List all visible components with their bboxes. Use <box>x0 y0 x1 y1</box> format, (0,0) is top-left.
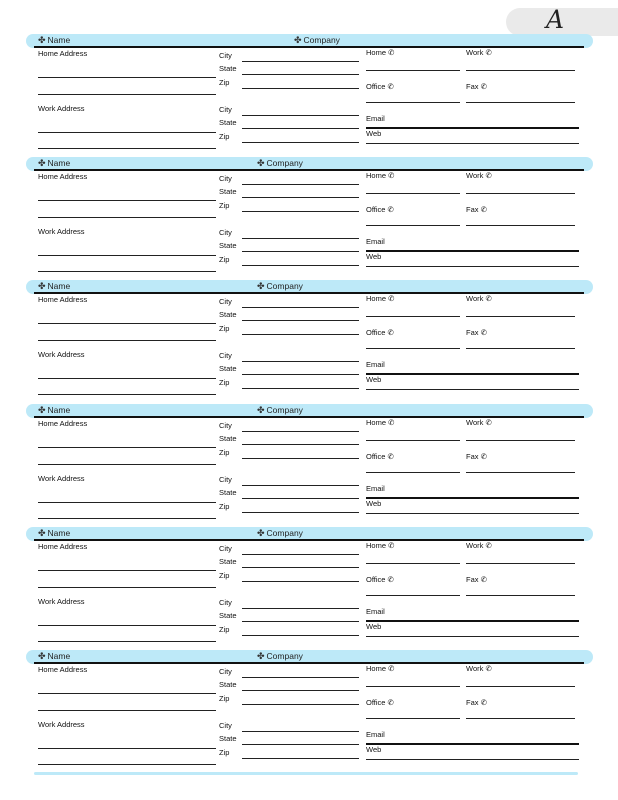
expand-name-icon: ✤ <box>38 158 46 168</box>
home-address-label: Home Address <box>38 295 88 304</box>
home-address-line[interactable] <box>38 323 216 324</box>
home-zip-label: Zip <box>219 571 230 580</box>
home-phone-field[interactable] <box>366 316 460 317</box>
fax-field[interactable] <box>466 225 575 226</box>
email-field[interactable] <box>366 250 579 252</box>
work-phone-field[interactable] <box>466 193 575 194</box>
name-label-text: Name <box>47 35 71 45</box>
work-city-field[interactable] <box>242 731 359 732</box>
home-address-label: Home Address <box>38 665 88 674</box>
work-state-label: State <box>219 488 237 497</box>
home-city-field[interactable] <box>242 554 359 555</box>
home-state-label: State <box>219 310 237 319</box>
work-zip-field[interactable] <box>242 512 359 513</box>
home-zip-label: Zip <box>219 78 230 87</box>
work-phone-label: Work ✆ <box>466 418 492 427</box>
home-city-label: City <box>219 174 232 183</box>
web-field[interactable] <box>366 143 579 144</box>
home-phone-label: Home ✆ <box>366 48 395 57</box>
fax-field[interactable] <box>466 102 575 103</box>
work-address-label: Work Address <box>38 227 85 236</box>
work-city-field[interactable] <box>242 608 359 609</box>
index-letter: A <box>546 5 565 34</box>
fax-field[interactable] <box>466 595 575 596</box>
expand-company-icon: ✤ <box>257 281 265 291</box>
work-zip-field[interactable] <box>242 142 359 143</box>
home-address-label: Home Address <box>38 172 88 181</box>
email-label: Email <box>366 360 385 369</box>
fax-field[interactable] <box>466 348 575 349</box>
work-phone-field[interactable] <box>466 440 575 441</box>
home-address-line[interactable] <box>38 693 216 694</box>
company-label-text: Company <box>266 528 303 538</box>
fax-label: Fax ✆ <box>466 205 487 214</box>
work-address-line[interactable] <box>38 255 216 256</box>
home-city-field[interactable] <box>242 61 359 62</box>
company-label[interactable] <box>257 281 303 292</box>
company-label-text: Company <box>266 651 303 661</box>
name-label[interactable] <box>38 35 70 46</box>
home-state-label: State <box>219 64 237 73</box>
home-address-label: Home Address <box>38 419 88 428</box>
name-label-text: Name <box>47 158 71 168</box>
office-phone-label: Office ✆ <box>366 575 394 584</box>
work-address-line[interactable] <box>38 271 216 272</box>
entry-header-rule <box>34 46 584 48</box>
work-phone-field[interactable] <box>466 563 575 564</box>
address-entry <box>26 650 594 773</box>
home-state-label: State <box>219 557 237 566</box>
work-address-label: Work Address <box>38 474 85 483</box>
expand-company-icon: ✤ <box>257 651 265 661</box>
work-state-label: State <box>219 118 237 127</box>
home-address-label: Home Address <box>38 542 88 551</box>
fax-label: Fax ✆ <box>466 452 487 461</box>
work-city-field[interactable] <box>242 238 359 239</box>
email-label: Email <box>366 114 385 123</box>
web-label: Web <box>366 745 382 754</box>
home-phone-label: Home ✆ <box>366 541 395 550</box>
company-label-text: Company <box>266 281 303 291</box>
office-phone-field[interactable] <box>366 472 460 473</box>
home-city-field[interactable] <box>242 677 359 678</box>
work-state-field[interactable] <box>242 498 359 499</box>
work-address-line[interactable] <box>38 148 216 149</box>
work-state-field[interactable] <box>242 621 359 622</box>
entry-header-rule <box>34 416 584 418</box>
home-address-line[interactable] <box>38 464 216 465</box>
fax-field[interactable] <box>466 718 575 719</box>
office-phone-field[interactable] <box>366 718 460 719</box>
company-label[interactable] <box>257 528 303 539</box>
work-city-label: City <box>219 228 232 237</box>
work-city-field[interactable] <box>242 115 359 116</box>
home-zip-field[interactable] <box>242 334 359 335</box>
company-label-text: Company <box>303 35 340 45</box>
work-phone-label: Work ✆ <box>466 48 492 57</box>
office-phone-field[interactable] <box>366 102 460 103</box>
expand-company-icon: ✤ <box>257 158 265 168</box>
work-address-line[interactable] <box>38 625 216 626</box>
expand-company-icon: ✤ <box>294 35 302 45</box>
work-phone-field[interactable] <box>466 686 575 687</box>
fax-label: Fax ✆ <box>466 328 487 337</box>
home-address-line[interactable] <box>38 217 216 218</box>
email-label: Email <box>366 237 385 246</box>
work-state-label: State <box>219 611 237 620</box>
name-label-text: Name <box>47 281 71 291</box>
work-state-field[interactable] <box>242 744 359 745</box>
fax-field[interactable] <box>466 472 575 473</box>
index-letter-tab[interactable] <box>506 5 618 36</box>
home-state-field[interactable] <box>242 197 359 198</box>
fax-label: Fax ✆ <box>466 82 487 91</box>
home-zip-label: Zip <box>219 694 230 703</box>
name-label[interactable] <box>38 405 70 416</box>
home-address-line[interactable] <box>38 710 216 711</box>
address-entry <box>26 157 594 280</box>
name-label-text: Name <box>47 405 71 415</box>
email-field[interactable] <box>366 743 579 745</box>
web-field[interactable] <box>366 513 579 514</box>
home-state-label: State <box>219 434 237 443</box>
name-label-text: Name <box>47 651 71 661</box>
home-city-label: City <box>219 421 232 430</box>
work-city-label: City <box>219 351 232 360</box>
home-city-label: City <box>219 297 232 306</box>
entry-header-rule <box>34 292 584 294</box>
home-city-label: City <box>219 51 232 60</box>
work-city-label: City <box>219 105 232 114</box>
company-label[interactable] <box>257 158 303 169</box>
name-label[interactable] <box>38 158 70 169</box>
home-state-field[interactable] <box>242 320 359 321</box>
work-city-label: City <box>219 721 232 730</box>
home-city-field[interactable] <box>242 307 359 308</box>
company-label-text: Company <box>266 158 303 168</box>
entry-header-rule <box>34 662 584 664</box>
expand-company-icon: ✤ <box>257 405 265 415</box>
home-zip-field[interactable] <box>242 704 359 705</box>
work-phone-label: Work ✆ <box>466 171 492 180</box>
work-phone-field[interactable] <box>466 70 575 71</box>
expand-name-icon: ✤ <box>38 651 46 661</box>
home-state-label: State <box>219 187 237 196</box>
work-address-label: Work Address <box>38 104 85 113</box>
work-state-label: State <box>219 364 237 373</box>
work-phone-label: Work ✆ <box>466 664 492 673</box>
work-address-line[interactable] <box>38 748 216 749</box>
email-label: Email <box>366 607 385 616</box>
home-phone-field[interactable] <box>366 440 460 441</box>
home-address-line[interactable] <box>38 587 216 588</box>
expand-name-icon: ✤ <box>38 528 46 538</box>
email-label: Email <box>366 730 385 739</box>
work-state-label: State <box>219 241 237 250</box>
home-phone-label: Home ✆ <box>366 664 395 673</box>
home-zip-label: Zip <box>219 324 230 333</box>
home-state-field[interactable] <box>242 567 359 568</box>
work-zip-label: Zip <box>219 502 230 511</box>
work-address-line[interactable] <box>38 132 216 133</box>
work-zip-field[interactable] <box>242 635 359 636</box>
office-phone-label: Office ✆ <box>366 328 394 337</box>
home-state-field[interactable] <box>242 444 359 445</box>
web-field[interactable] <box>366 759 579 760</box>
work-zip-field[interactable] <box>242 758 359 759</box>
company-label[interactable] <box>257 651 303 662</box>
work-address-line[interactable] <box>38 378 216 379</box>
work-state-field[interactable] <box>242 251 359 252</box>
office-phone-label: Office ✆ <box>366 452 394 461</box>
company-label[interactable] <box>257 405 303 416</box>
fax-label: Fax ✆ <box>466 575 487 584</box>
work-state-field[interactable] <box>242 128 359 129</box>
name-label[interactable] <box>38 651 70 662</box>
work-zip-label: Zip <box>219 378 230 387</box>
home-city-field[interactable] <box>242 431 359 432</box>
home-address-line[interactable] <box>38 447 216 448</box>
work-address-line[interactable] <box>38 502 216 503</box>
work-address-line[interactable] <box>38 764 216 765</box>
home-city-label: City <box>219 544 232 553</box>
work-city-field[interactable] <box>242 361 359 362</box>
address-entry <box>26 527 594 650</box>
web-label: Web <box>366 375 382 384</box>
home-phone-field[interactable] <box>366 686 460 687</box>
name-label[interactable] <box>38 528 70 539</box>
home-zip-field[interactable] <box>242 458 359 459</box>
home-zip-label: Zip <box>219 201 230 210</box>
web-field[interactable] <box>366 636 579 637</box>
email-field[interactable] <box>366 373 579 375</box>
web-label: Web <box>366 622 382 631</box>
home-phone-field[interactable] <box>366 563 460 564</box>
work-address-label: Work Address <box>38 720 85 729</box>
web-label: Web <box>366 499 382 508</box>
home-address-line[interactable] <box>38 94 216 95</box>
address-entry <box>26 404 594 527</box>
work-city-label: City <box>219 598 232 607</box>
work-zip-label: Zip <box>219 748 230 757</box>
office-phone-label: Office ✆ <box>366 698 394 707</box>
work-state-field[interactable] <box>242 374 359 375</box>
entry-header-rule <box>34 539 584 541</box>
address-entry <box>26 280 594 403</box>
home-phone-label: Home ✆ <box>366 171 395 180</box>
expand-name-icon: ✤ <box>38 281 46 291</box>
home-address-label: Home Address <box>38 49 88 58</box>
home-city-field[interactable] <box>242 184 359 185</box>
home-state-field[interactable] <box>242 690 359 691</box>
office-phone-field[interactable] <box>366 595 460 596</box>
work-address-label: Work Address <box>38 350 85 359</box>
home-zip-field[interactable] <box>242 211 359 212</box>
home-address-line[interactable] <box>38 340 216 341</box>
expand-name-icon: ✤ <box>38 35 46 45</box>
entry-header-rule <box>34 169 584 171</box>
email-field[interactable] <box>366 620 579 622</box>
home-phone-field[interactable] <box>366 193 460 194</box>
web-field[interactable] <box>366 266 579 267</box>
home-phone-label: Home ✆ <box>366 418 395 427</box>
home-address-line[interactable] <box>38 77 216 78</box>
name-label[interactable] <box>38 281 70 292</box>
work-address-label: Work Address <box>38 597 85 606</box>
email-label: Email <box>366 484 385 493</box>
work-phone-label: Work ✆ <box>466 294 492 303</box>
home-address-line[interactable] <box>38 570 216 571</box>
expand-name-icon: ✤ <box>38 405 46 415</box>
work-zip-field[interactable] <box>242 265 359 266</box>
work-city-label: City <box>219 475 232 484</box>
work-zip-field[interactable] <box>242 388 359 389</box>
home-city-label: City <box>219 667 232 676</box>
email-field[interactable] <box>366 127 579 129</box>
home-phone-label: Home ✆ <box>366 294 395 303</box>
work-zip-label: Zip <box>219 132 230 141</box>
office-phone-field[interactable] <box>366 225 460 226</box>
work-phone-field[interactable] <box>466 316 575 317</box>
work-city-field[interactable] <box>242 485 359 486</box>
work-address-line[interactable] <box>38 394 216 395</box>
web-field[interactable] <box>366 389 579 390</box>
home-address-line[interactable] <box>38 200 216 201</box>
email-field[interactable] <box>366 497 579 499</box>
office-phone-label: Office ✆ <box>366 82 394 91</box>
home-zip-field[interactable] <box>242 88 359 89</box>
bottom-band <box>34 772 578 775</box>
company-label-text: Company <box>266 405 303 415</box>
home-zip-label: Zip <box>219 448 230 457</box>
home-state-label: State <box>219 680 237 689</box>
web-label: Web <box>366 129 382 138</box>
fax-label: Fax ✆ <box>466 698 487 707</box>
work-zip-label: Zip <box>219 255 230 264</box>
home-phone-field[interactable] <box>366 70 460 71</box>
work-phone-label: Work ✆ <box>466 541 492 550</box>
home-zip-field[interactable] <box>242 581 359 582</box>
work-state-label: State <box>219 734 237 743</box>
company-label[interactable] <box>294 35 340 46</box>
work-address-line[interactable] <box>38 518 216 519</box>
work-zip-label: Zip <box>219 625 230 634</box>
work-address-line[interactable] <box>38 641 216 642</box>
name-label-text: Name <box>47 528 71 538</box>
home-state-field[interactable] <box>242 74 359 75</box>
web-label: Web <box>366 252 382 261</box>
expand-company-icon: ✤ <box>257 528 265 538</box>
office-phone-field[interactable] <box>366 348 460 349</box>
address-entry <box>26 34 594 157</box>
office-phone-label: Office ✆ <box>366 205 394 214</box>
